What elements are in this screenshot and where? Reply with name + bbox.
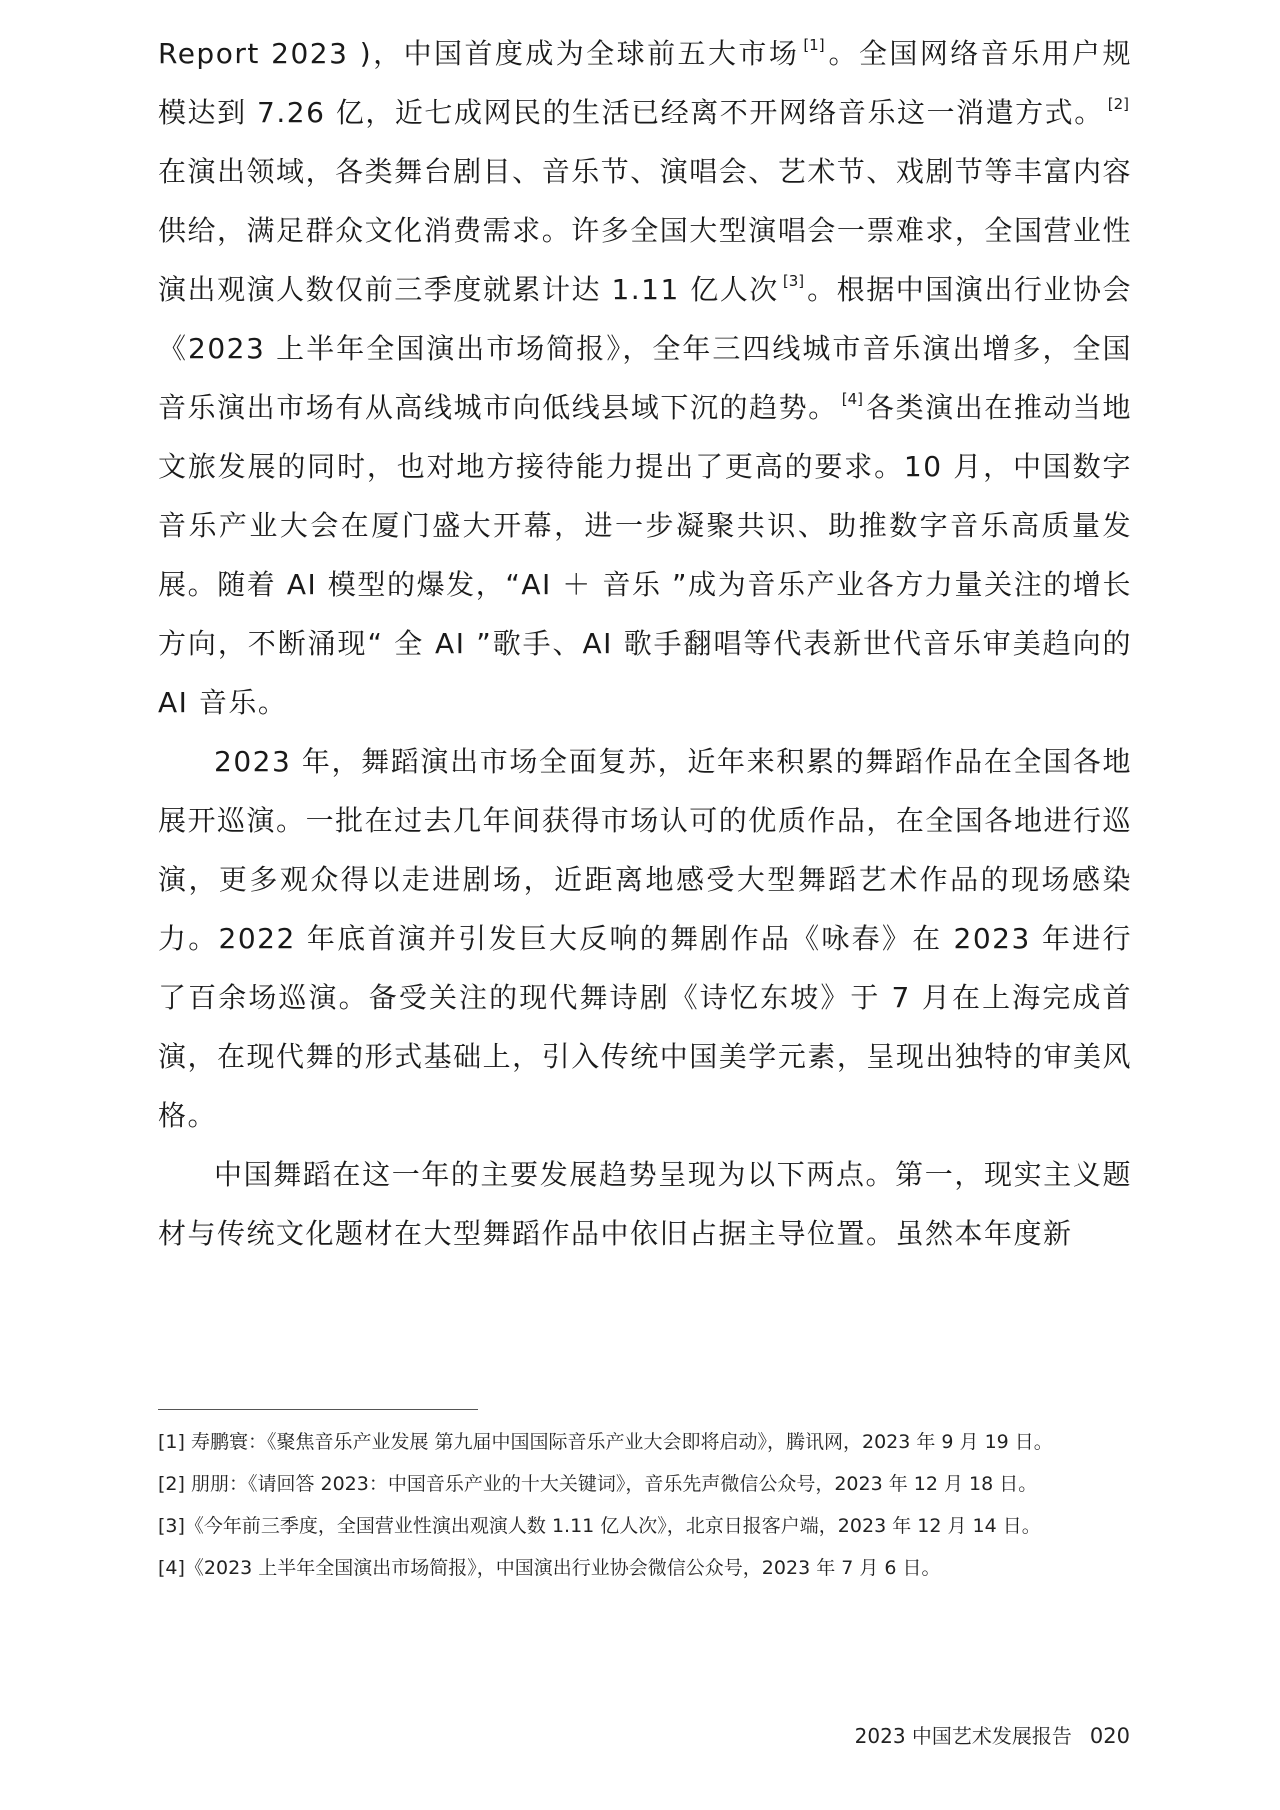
footnotes xyxy=(158,1421,1148,1589)
page-footer xyxy=(855,1720,1130,1749)
footnote-3: [3]《今年前三季度，全国营业性演出观演人数 1.11 亿人次》，北京日报客户端，2023 年 12 月 14 日。 xyxy=(158,1515,1041,1537)
footnote-reference[interactable]: [1] xyxy=(803,36,825,54)
footnote-1: [1] 寿鹏寰：《聚焦音乐产业发展 第九届中国国际音乐产业大会即将启动》，腾讯网，2023 年 9 月 19 日。 xyxy=(158,1431,1053,1453)
footnote-reference[interactable]: [2] xyxy=(1107,95,1129,113)
paragraph-text: 在演出领域，各类舞台剧目、音乐节、演唱会、艺术节、戏剧节等丰富内容供给，满足群众文化消费需求。许多全国大型演唱会一票难求，全国营业性演出观演人数仅前三季度就累计达 1.11 亿人次 xyxy=(158,155,1132,306)
paragraph-text: 中国舞蹈在这一年的主要发展趋势呈现为以下两点。第一，现实主义题材与传统文化题材在大型舞蹈作品中依旧占据主导位置。虽然本年度新 xyxy=(158,1158,1132,1250)
footnote-reference[interactable]: [3] xyxy=(782,272,805,290)
running-title: 2023 中国艺术发展报告 xyxy=(854,1724,1072,1748)
body-paragraph xyxy=(158,732,1132,1145)
paragraph-text: 。根据中国演出行业协会《2023 上半年全国演出市场简报》，全年三四线城市音乐演出增多，全国音乐演出市场有从高线城市向低线县域下沉的趋势。 xyxy=(158,273,1132,424)
footnote-divider xyxy=(158,1409,478,1410)
footnote-4: [4]《2023 上半年全国演出市场简报》，中国演出行业协会微信公众号，2023 年 7 月 6 日。 xyxy=(158,1557,941,1579)
body-paragraph xyxy=(158,1145,1132,1263)
paragraph-text: Report 2023 )，中国首度成为全球前五大市场 xyxy=(158,37,800,70)
footnote-2: [2] 朋朋：《请回答 2023：中国音乐产业的十大关键词》，音乐先声微信公众号，2023 年 12 月 18 日。 xyxy=(158,1473,1038,1495)
page-number: 020 xyxy=(1089,1724,1130,1748)
body-text xyxy=(158,24,1132,1263)
paragraph-text: 。全国网络音乐用户规模达到 7.26 亿，近七成网民的生活已经离不开网络音乐这一消遣方式。 xyxy=(158,37,1132,129)
paragraph-text: 各类演出在推动当地文旅发展的同时，也对地方接待能力提出了更高的要求。10 月，中国数字音乐产业大会在厦门盛大开幕，进一步凝聚共识、助推数字音乐高质量发展。随着 AI 模型的爆发，“AI ＋ 音乐 ”成为音乐产业各方力量关注的增长方向，不断涌现“ 全 AI ”歌手、AI 歌手翻唱等代表新世代音乐审美趋向的 AI 音乐。 xyxy=(158,391,1132,719)
footnote-reference[interactable]: [4] xyxy=(841,390,863,408)
paragraph-text: 2023 年，舞蹈演出市场全面复苏，近年来积累的舞蹈作品在全国各地展开巡演。一批在过去几年间获得市场认可的优质作品，在全国各地进行巡演，更多观众得以走进剧场，近距离地感受大型舞蹈艺术作品的现场感染力。2022 年底首演并引发巨大反响的舞剧作品《咏春》在 2023 年进行了百余场巡演。备受关注的现代舞诗剧《诗忆东坡》于 7 月在上海完成首演，在现代舞的形式基础上，引入传统中国美学元素，呈现出独特的审美风格。 xyxy=(158,745,1132,1132)
body-paragraph xyxy=(158,24,1132,732)
